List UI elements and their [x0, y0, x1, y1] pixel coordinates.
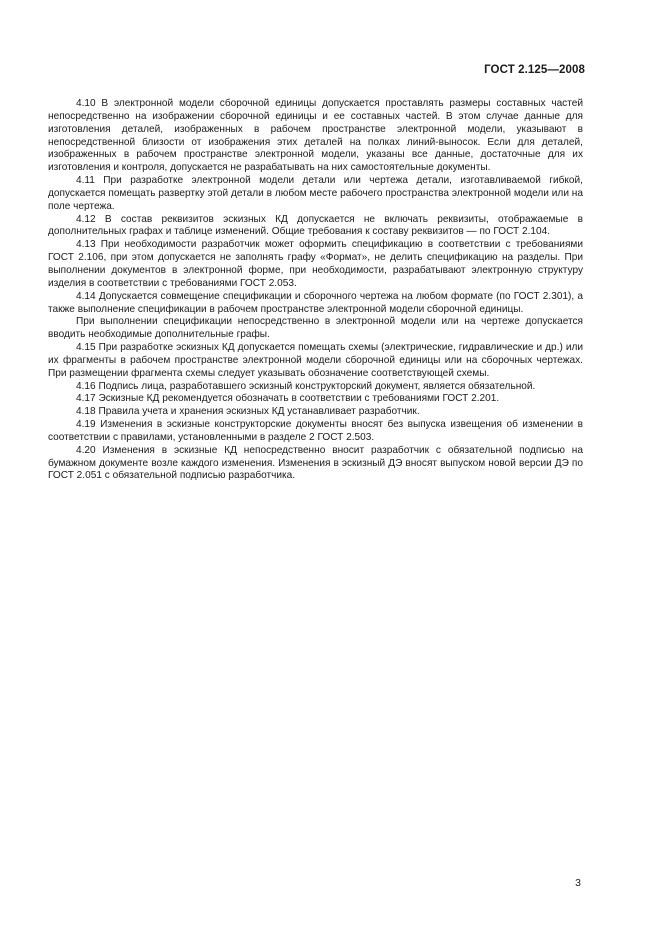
paragraph-4-15: 4.15 При разработке эскизных КД допускается помещать схемы (электрические, гидравлические и др.) или их фрагменты в рабочем пространстве электронной модели сборочной единицы или на сборочных чертежах. При размещении фрагмента схемы следует указывать обозначение соответствующей схемы.: [48, 342, 583, 379]
document-header-id: ГОСТ 2.125—2008: [484, 64, 585, 76]
paragraph-4-14-continuation: При выполнении спецификации непосредственно в электронной модели или на чертеже допускается вводить необходимые дополнительные графы.: [48, 316, 583, 341]
paragraph-4-18: 4.18 Правила учета и хранения эскизных КД устанавливает разработчик.: [76, 406, 420, 418]
paragraph-4-20: 4.20 Изменения в эскизные КД непосредственно вносит разработчик с обязательной подписью на бумажном документе возле каждого изменения. Изменения в эскизный ДЭ вносят выпуском новой версии ДЭ по ГОСТ 2.051 с обязательной подписью разработчика.: [48, 444, 583, 482]
paragraph-4-13: 4.13 При необходимости разработчик может оформить спецификацию в соответствии с требованиями ГОСТ 2.106, при этом допускается не заполнять графу «Формат», не делить спецификацию на разделы. При выполнении документов в электронной форме, при необходимости, разрабатывают электронную структуру изделия в соответствии с требованиями ГОСТ 2.053.: [48, 239, 583, 289]
paragraph-4-11: 4.11 При разработке электронной модели детали или чертежа детали, изготавливаемой гибкой, допускается помещать развертку этой детали в любом месте рабочего пространства электронной модели или на поле чертежа.: [48, 175, 583, 212]
paragraph-4-12: 4.12 В состав реквизитов эскизных КД допускается не включать реквизиты, отображаемые в дополнительных графах и таблице изменений. Общие требования к составу реквизитов — по ГОСТ 2.104.: [48, 213, 583, 238]
paragraph-4-14: 4.14 Допускается совмещение спецификации и сборочного чертежа на любом формате (по ГОСТ 2.301), а также выполнение спецификации в рабочем пространстве электронной модели сборочной единицы.: [48, 290, 583, 315]
paragraph-4-16: 4.16 Подпись лица, разработавшего эскизный конструкторский документ, является обязательной.: [76, 380, 536, 392]
paragraph-4-10: 4.10 В электронной модели сборочной единицы допускается проставлять размеры составных частей непосредственно на изображении сборочной единицы и ее составных частей. В этом случае данные для изготовления деталей, изображенных в рабочем пространстве электронной модели, указывают в непосредственной близости от изображения этих деталей на полках линий-выносок. Если для деталей, изображенных в рабочем пространстве электронной модели, указаны все данные, достаточные для их изготовления и контроля, допускается не разрабатывать на них самостоятельные документы.: [48, 98, 583, 174]
page-number: 3: [575, 877, 581, 889]
document-body: [48, 98, 583, 483]
paragraph-4-17: 4.17 Эскизные КД рекомендуется обозначать в соответствии с требованиями ГОСТ 2.201.: [76, 393, 500, 405]
paragraph-4-19: 4.19 Изменения в эскизные конструкторские документы вносят без выпуска извещения об изменении в соответствии с правилами, установленными в разделе 2 ГОСТ 2.503.: [48, 419, 583, 443]
